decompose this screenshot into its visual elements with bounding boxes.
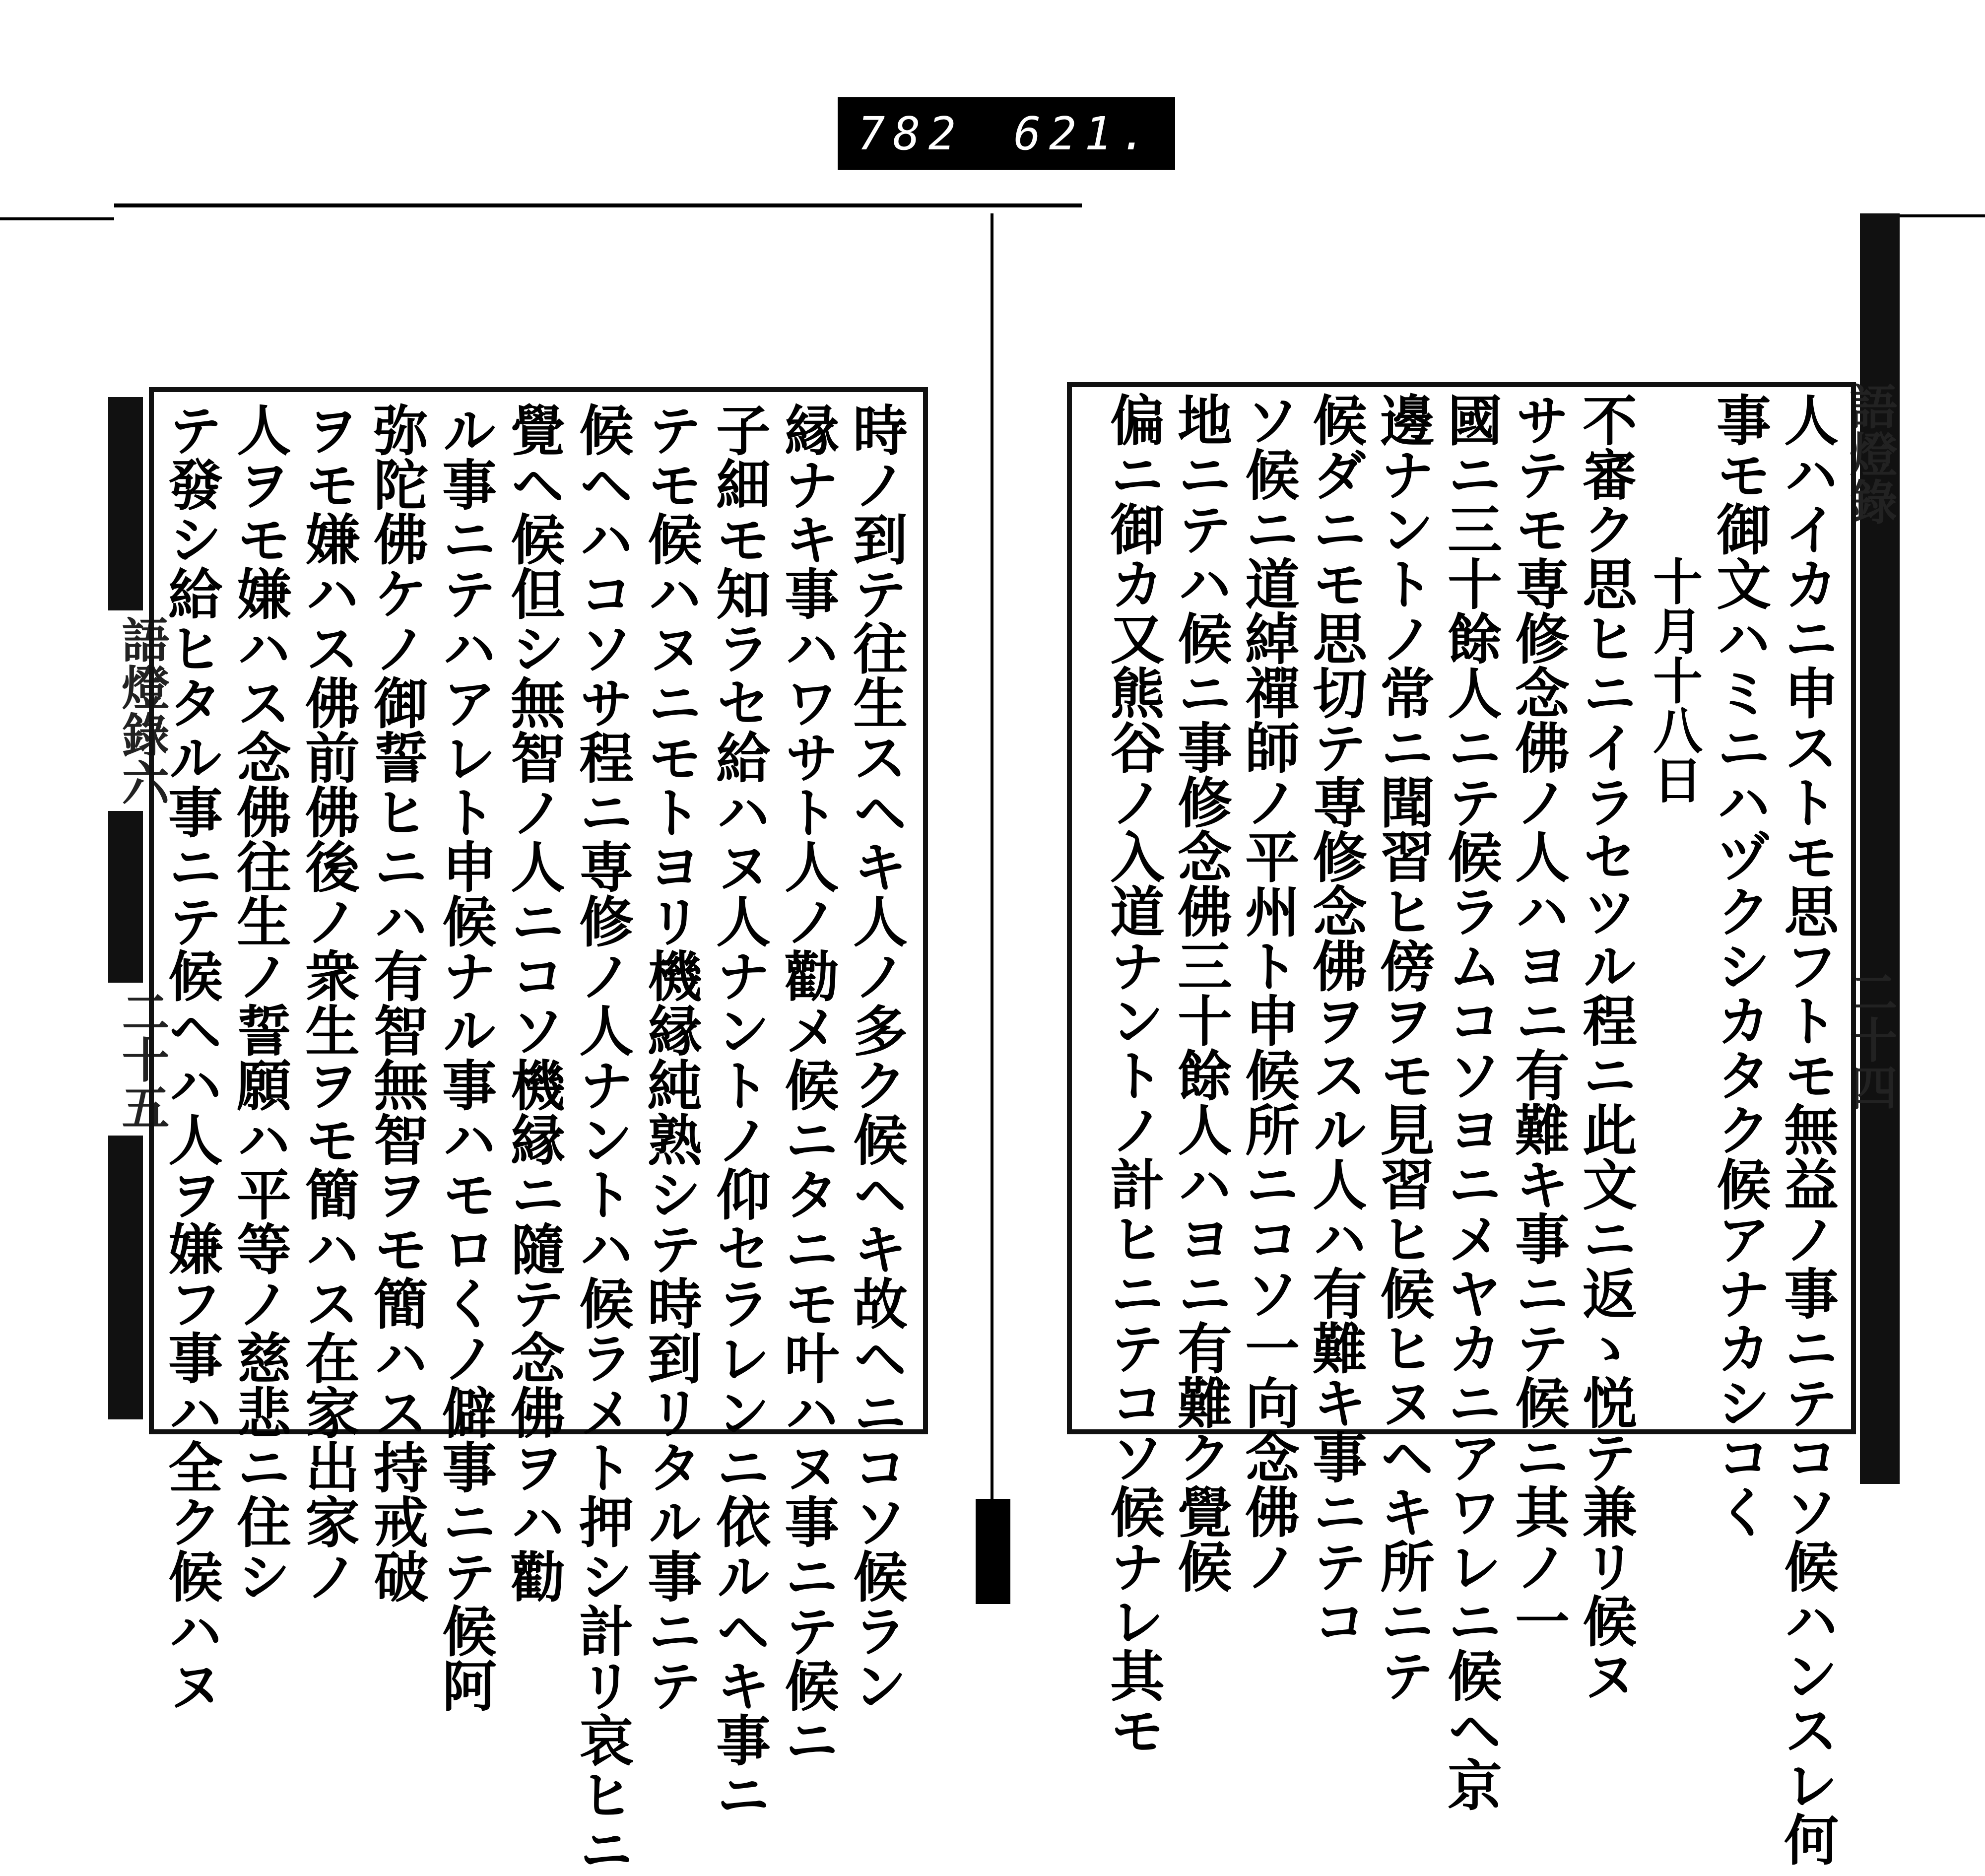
left-col-2: 縁ナキ事ハワサト人ノ勸メ候ニタニモ叶ハヌ事ニテ候ニ	[776, 402, 840, 1767]
right-col-4: 不審ク思ヒニイラセツル程ニ此文ニ返ゝ悦テ兼リ候ヌ	[1574, 392, 1638, 1702]
left-col-6: 覺ヘ候但シ無智ノ人ニコソ機縁ニ隨テ念佛ヲハ勸	[502, 402, 566, 1603]
left-spine	[108, 397, 143, 1419]
stamp-number-right: 621.	[1013, 107, 1155, 160]
left-col-7: ル事ニテハアレト申候ナル事ハモロくノ僻事ニテ候阿	[433, 402, 497, 1712]
left-col-3: 子細モ知ラセ給ハヌ人ナントノ仰セラレンニ依ルヘキ事ニ	[707, 402, 771, 1821]
left-col-8: 弥陀佛ケノ御誓ヒニハ有智無智ヲモ簡ハス持戒破	[365, 402, 429, 1603]
center-gutter	[991, 213, 993, 1603]
gutter-tab	[976, 1499, 1010, 1604]
left-col-11: テ發シ給ヒタル事ニテ候ヘハ人ヲ嫌フ事ハ全ク候ハヌ	[159, 402, 223, 1712]
scan-line-left	[0, 217, 114, 220]
right-col-7: 邊ナントノ常ニ聞習ヒ傍ヲモ見習ヒ候ヒヌヘキ所ニテ	[1371, 392, 1435, 1702]
right-col-8: 候ダニモ思切テ専修念佛ヲスル人ハ有難キ事ニテコ	[1304, 392, 1368, 1648]
left-margin-page-number: 二十五	[108, 983, 176, 1136]
left-col-4: テモ候ハヌニモトヨリ機縁純熟シテ時到リタル事ニテ	[639, 402, 703, 1712]
right-col-9: ソ候ニ道綽禪師ノ平州ト申候所ニコソ一向念佛ノ	[1236, 392, 1300, 1593]
stamp-number-left: 782	[858, 107, 964, 160]
catalog-stamp	[838, 97, 1175, 170]
right-col-10: 地ニテハ候ニ事修念佛三十餘人ハヨニ有難ク覺候	[1169, 392, 1233, 1593]
right-col-2: 事モ御文ハミニハヅクシカタク候アナカシコく	[1708, 392, 1772, 1539]
right-col-6: 國ニ三十餘人ニテ候ラムコソヨニメヤカニアワレニ候ヘ京	[1439, 392, 1503, 1811]
left-margin-title: 語燈錄六	[108, 610, 176, 811]
book-top-edge	[114, 203, 1082, 207]
left-col-1: 時ノ到テ往生スヘキ人ノ多ク候ヘキ故ヘニコソ候ラン	[844, 402, 908, 1712]
right-margin-page-number: 二十四	[1842, 968, 1898, 1111]
right-col-1: 人ハイカニ申ストモ思フトモ無益ノ事ニテコソ候ハンスレ何	[1775, 392, 1839, 1866]
right-col-11: 偏ニ御カ又熊谷ノ入道ナントノ計ヒニテコソ候ナレ其モ	[1101, 392, 1165, 1757]
right-col-date: 十月十八日	[1645, 556, 1703, 804]
left-col-10: 人ヲモ嫌ハス念佛往生ノ誓願ハ平等ノ慈悲ニ住シ	[228, 402, 292, 1603]
right-margin-title: 語燈錄	[1842, 382, 1898, 525]
left-col-9: ヲモ嫌ハス佛前佛後ノ衆生ヲモ簡ハス在家出家ノ	[296, 402, 360, 1603]
left-col-5: 候ヘハコソサ程ニ専修ノ人ナントハ候ラメト押シ計リ哀ヒニ	[570, 402, 634, 1876]
right-col-5: サテモ専修念佛ノ人ハヨニ有難キ事ニテ候ニ其ノ一	[1506, 392, 1570, 1648]
